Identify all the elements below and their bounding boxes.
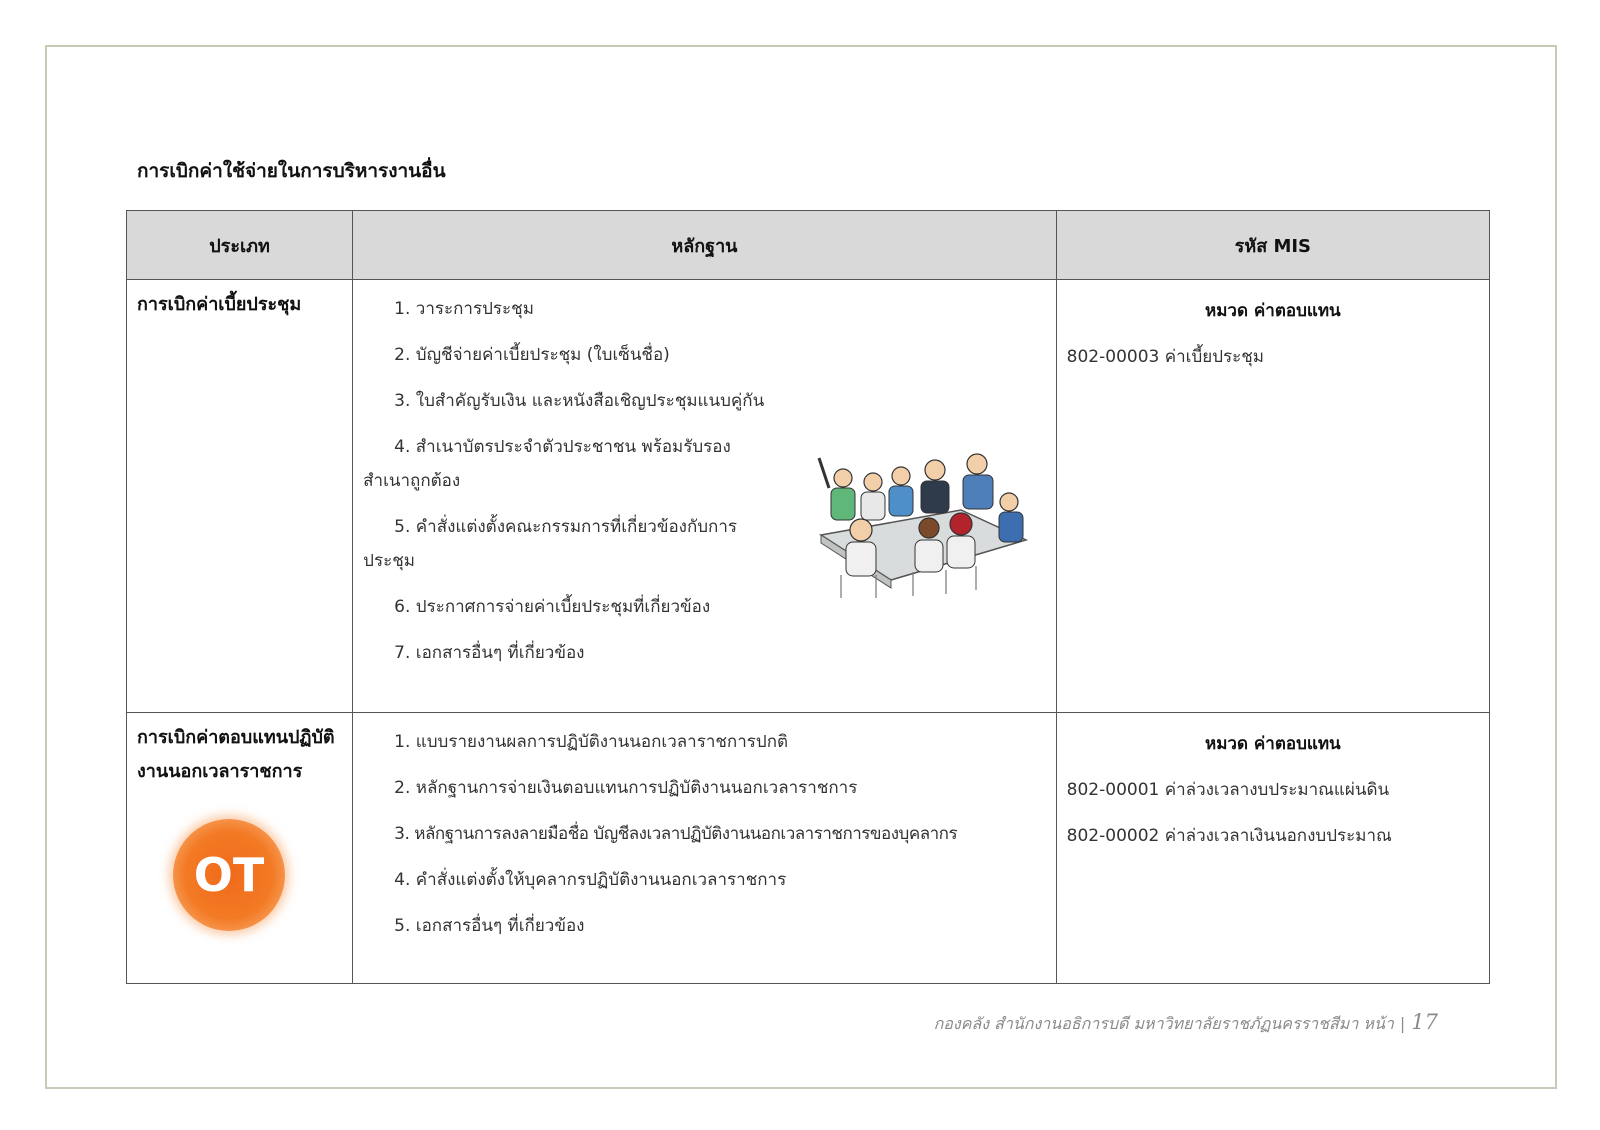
mis-code: 802-00003 ค่าเบี้ยประชุม bbox=[1066, 347, 1265, 367]
type-cell bbox=[127, 280, 353, 713]
section-title: การเบิกค่าใช้จ่ายในการบริหารงานอื่น bbox=[137, 160, 446, 182]
header-evidence: หลักฐาน bbox=[353, 211, 1057, 280]
evidence-item: 1. แบบรายงานผลการปฏิบัติงานนอกเวลาราชการปกติ bbox=[394, 732, 789, 752]
page-footer bbox=[934, 1010, 1438, 1037]
evidence-item: 2. บัญชีจ่ายค่าเบี้ยประชุม (ใบเซ็นชื่อ) bbox=[394, 345, 670, 365]
header-mis-code: รหัส MIS bbox=[1056, 211, 1489, 280]
evidence-item: 3. หลักฐานการลงลายมือชื่อ บัญชีลงเวลาปฏิบัติงานนอกเวลาราชการของบุคลากร bbox=[394, 824, 958, 844]
meeting-illustration bbox=[801, 430, 1033, 600]
type-label: การเบิกค่าตอบแทนปฏิบัติงานนอกเวลาราชการ bbox=[137, 727, 335, 782]
type-label: การเบิกค่าเบี้ยประชุม bbox=[137, 294, 302, 315]
mis-category-heading: หมวด ค่าตอบแทน bbox=[1205, 301, 1341, 321]
evidence-item: 2. หลักฐานการจ่ายเงินตอบแทนการปฏิบัติงานนอกเวลาราชการ bbox=[394, 778, 858, 798]
evidence-item: 4. สำเนาบัตรประจำตัวประชาชน พร้อมรับรองสำเนาถูกต้อง bbox=[363, 437, 731, 491]
mis-code: 802-00001 ค่าล่วงเวลางบประมาณแผ่นดิน bbox=[1066, 780, 1390, 800]
evidence-item: 6. ประกาศการจ่ายค่าเบี้ยประชุมที่เกี่ยวข้อง bbox=[394, 597, 711, 617]
evidence-item: 1. วาระการประชุม bbox=[394, 299, 534, 319]
type-cell bbox=[127, 713, 353, 984]
header-type: ประเภท bbox=[127, 211, 353, 280]
page-number: 17 bbox=[1411, 1010, 1438, 1034]
table-row bbox=[127, 713, 1490, 984]
mis-code: 802-00002 ค่าล่วงเวลาเงินนอกงบประมาณ bbox=[1066, 826, 1392, 846]
footer-text: กองคลัง สำนักงานอธิการบดี มหาวิทยาลัยราชภัฏนครราชสีมา หน้า bbox=[933, 1014, 1394, 1033]
mis-cell bbox=[1056, 280, 1489, 713]
evidence-item: 5. คำสั่งแต่งตั้งคณะกรรมการที่เกี่ยวข้องกับการประชุม bbox=[363, 517, 738, 571]
mis-cell bbox=[1056, 713, 1489, 984]
ot-badge-icon: OT bbox=[173, 819, 285, 931]
evidence-table bbox=[126, 210, 1490, 984]
evidence-item: 4. คำสั่งแต่งตั้งให้บุคลากรปฏิบัติงานนอกเวลาราชการ bbox=[394, 870, 787, 890]
evidence-cell bbox=[353, 713, 1057, 984]
evidence-item: 7. เอกสารอื่นๆ ที่เกี่ยวข้อง bbox=[394, 643, 585, 663]
evidence-list bbox=[353, 713, 1056, 943]
table-row bbox=[127, 280, 1490, 713]
footer-separator: | bbox=[1399, 1014, 1406, 1033]
mis-category-heading: หมวด ค่าตอบแทน bbox=[1205, 734, 1341, 754]
evidence-cell bbox=[353, 280, 1057, 713]
evidence-item: 3. ใบสำคัญรับเงิน และหนังสือเชิญประชุมแนบคู่กัน bbox=[394, 391, 765, 411]
table-header-row bbox=[127, 211, 1490, 280]
evidence-item: 5. เอกสารอื่นๆ ที่เกี่ยวข้อง bbox=[394, 916, 585, 936]
